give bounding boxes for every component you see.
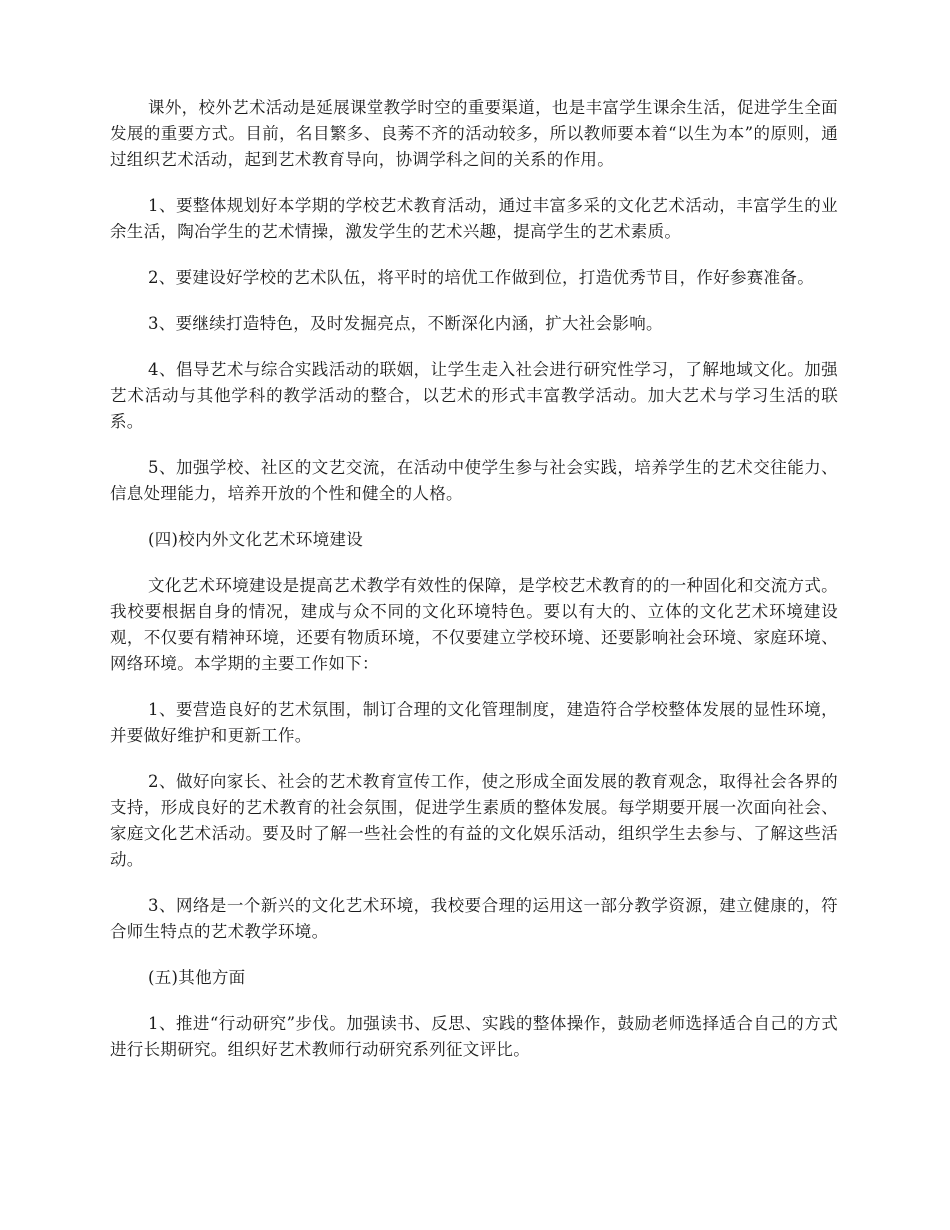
- paragraph-item-2-team: 2、要建设好学校的艺术队伍，将平时的培优工作做到位，打造优秀节目，作好参赛准备。: [148, 268, 814, 287]
- paragraph-item-5-community: 5、加强学校、社区的文艺交流，在活动中使学生参与社会实践，培养学生的艺术交往能力、信息处理能力，培养开放的个性和健全的人格。: [110, 458, 838, 503]
- paragraph-environment-intro: 文化艺术环境建设是提高艺术教学有效性的保障，是学校艺术教育的的一种固化和交流方式。我校要根据自身的情况，建成与众不同的文化环境特色。要以有大的、立体的文化艺术环境建设观，不仅要有精神环境，还要有物质环境，不仅要建立学校环境、还要影响社会环境、家庭环境、网络环境。本学期的主要工作如下：: [110, 576, 838, 673]
- paragraph-item-1-planning: 1、要整体规划好本学期的学校艺术教育活动，通过丰富多采的文化艺术活动，丰富学生的业余生活，陶冶学生的艺术情操，激发学生的艺术兴趣，提高学生的艺术素质。: [110, 196, 838, 241]
- paragraph-env-item-1: 1、要营造良好的艺术氛围，制订合理的文化管理制度，建造符合学校整体发展的显性环境，并要做好维护和更新工作。: [110, 700, 838, 745]
- paragraph-item-4-practice: 4、倡导艺术与综合实践活动的联姻，让学生走入社会进行研究性学习，了解地域文化。加强艺术活动与其他学科的教学活动的整合，以艺术的形式丰富教学活动。加大艺术与学习生活的联系。: [110, 360, 838, 431]
- section-heading-4: (四)校内外文化艺术环境建设: [148, 530, 364, 549]
- paragraph-item-3-features: 3、要继续打造特色，及时发掘亮点，不断深化内涵，扩大社会影响。: [148, 314, 663, 333]
- paragraph-other-item-1: 1、推进“行动研究”步伐。加强读书、反思、实践的整体操作，鼓励老师选择适合自己的方式进行长期研究。组织好艺术教师行动研究系列征文评比。: [110, 1014, 838, 1059]
- paragraph-env-item-2: 2、做好向家长、社会的艺术教育宣传工作，使之形成全面发展的教育观念，取得社会各界的支持，形成良好的艺术教育的社会氛围，促进学生素质的整体发展。每学期要开展一次面向社会、家庭文化艺术活动。要及时了解一些社会性的有益的文化娱乐活动，组织学生去参与、了解这些活动。: [110, 772, 838, 869]
- document-body: [110, 95, 838, 1083]
- section-heading-5: (五)其他方面: [148, 968, 246, 987]
- paragraph-env-item-3: 3、网络是一个新兴的文化艺术环境，我校要合理的运用这一部分教学资源，建立健康的，符合师生特点的艺术教学环境。: [110, 896, 838, 941]
- paragraph-extracurricular-intro: 课外，校外艺术活动是延展课堂教学时空的重要渠道，也是丰富学生课余生活，促进学生全面发展的重要方式。目前，名目繁多、良莠不齐的活动较多，所以教师要本着“以生为本”的原则，通过组织艺术活动，起到艺术教育导向，协调学科之间的关系的作用。: [110, 98, 838, 169]
